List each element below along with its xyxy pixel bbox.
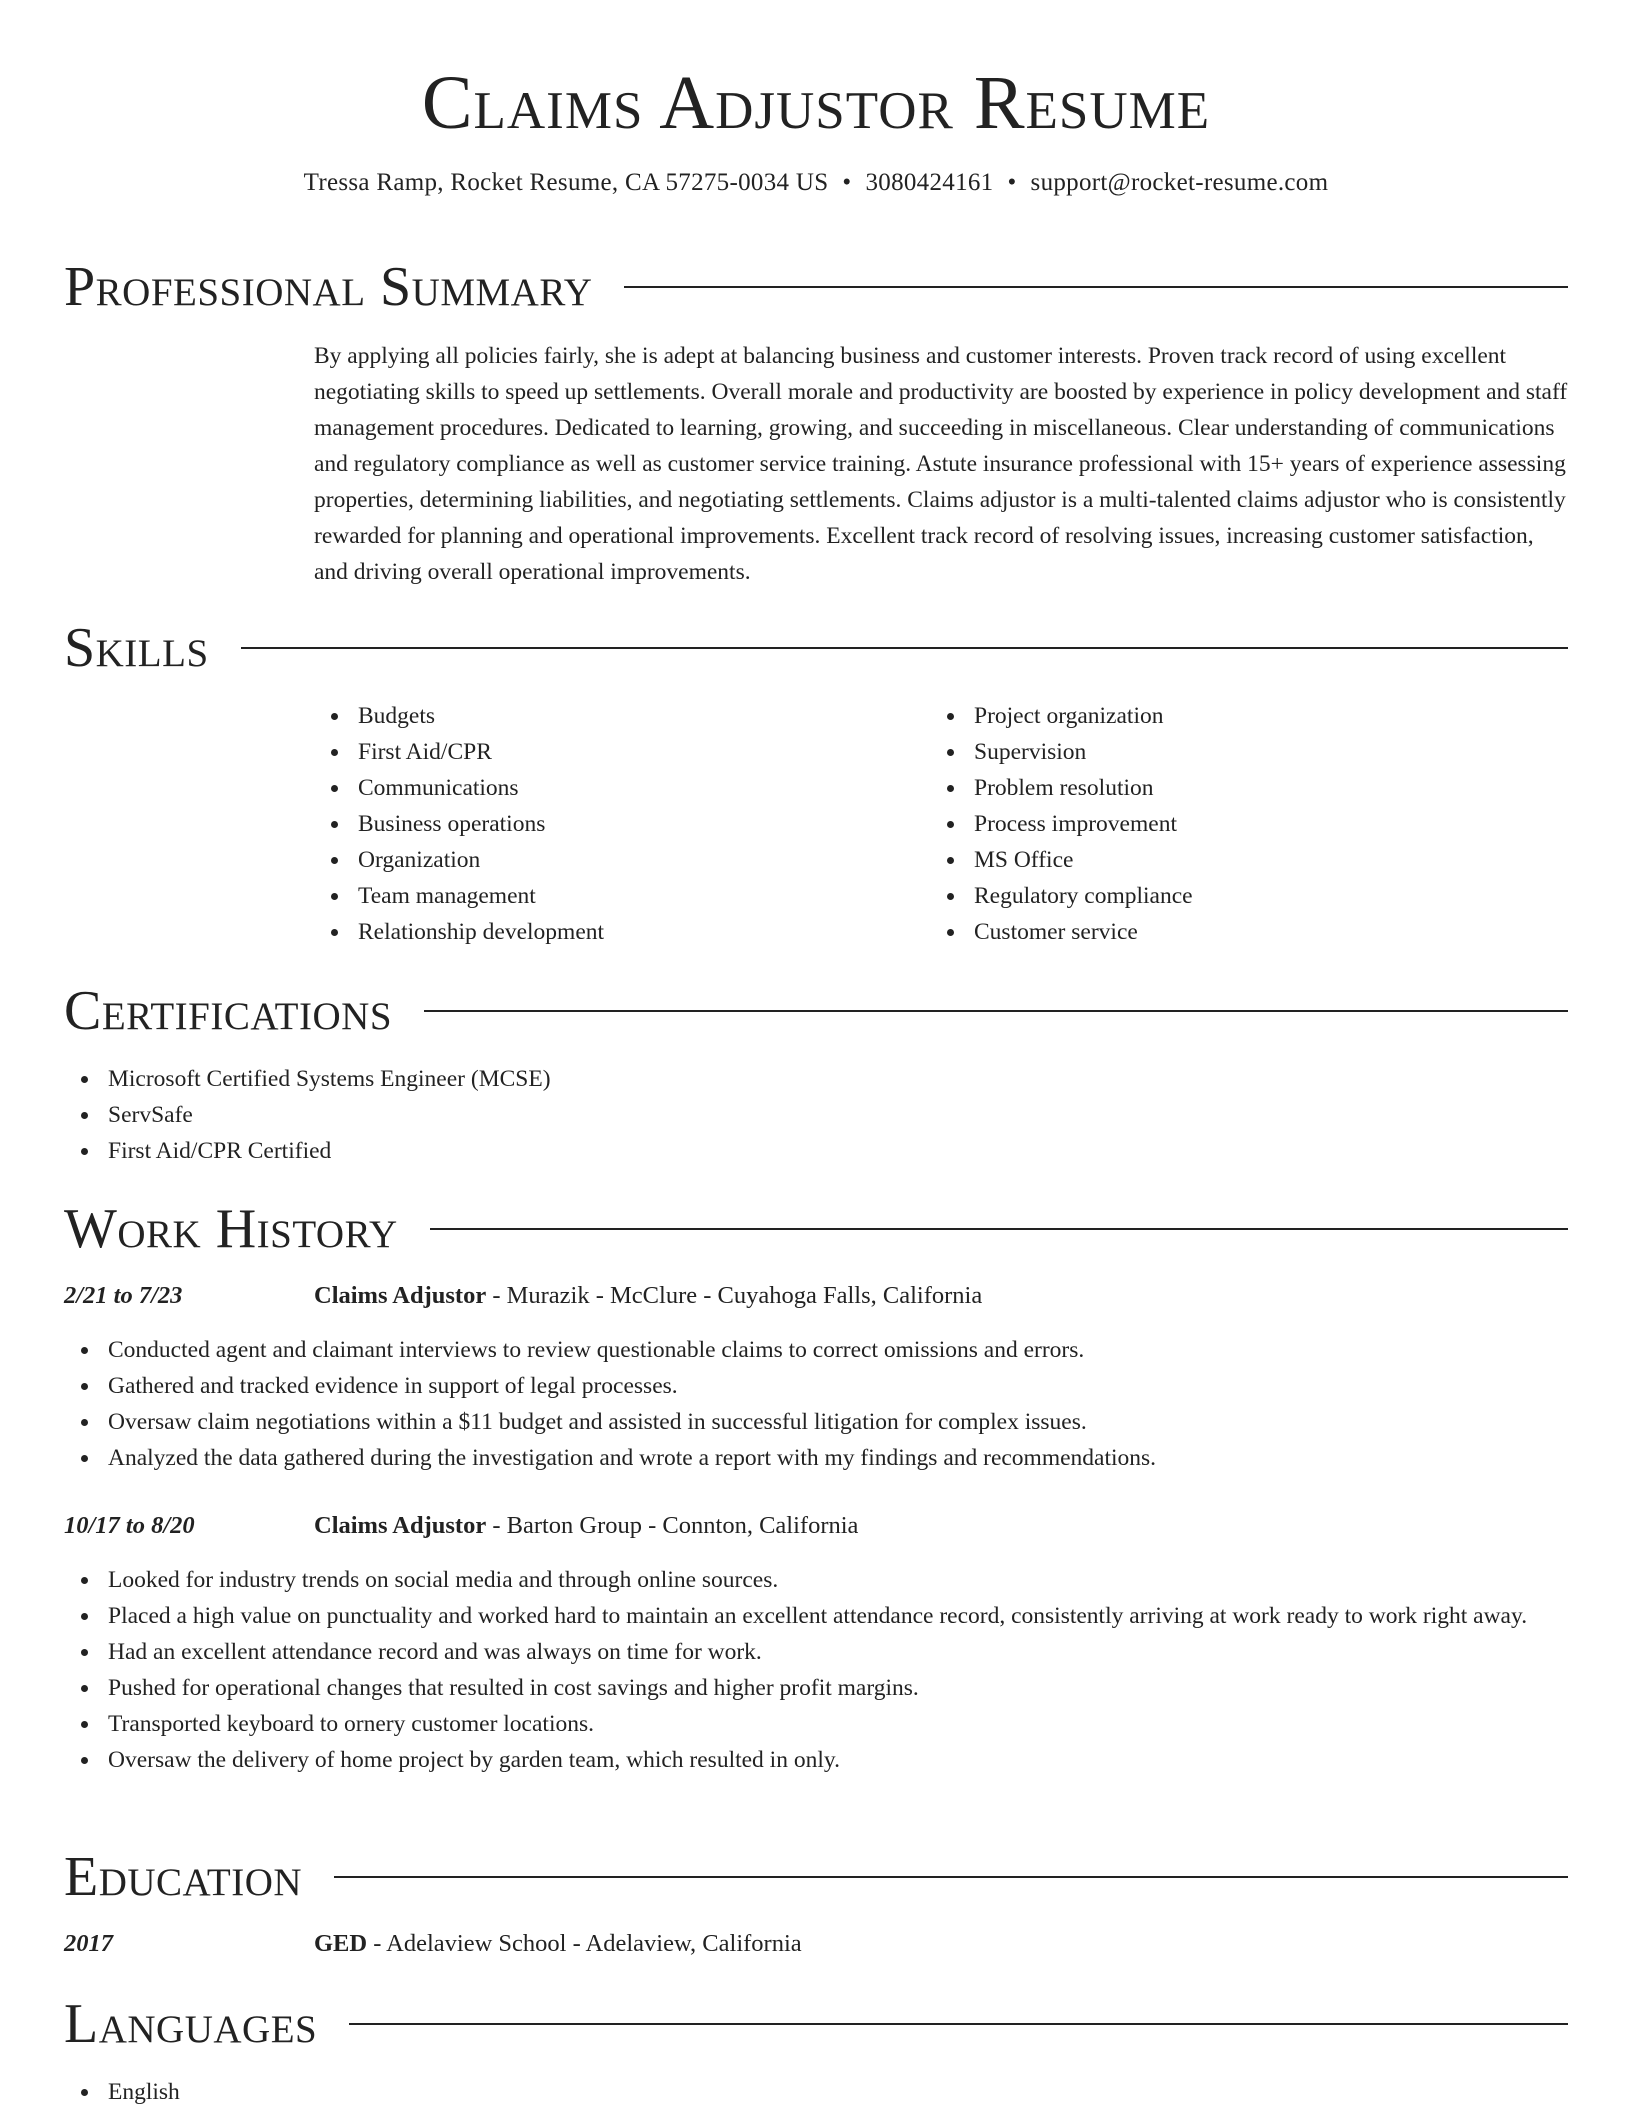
skill-item: Process improvement — [930, 806, 1546, 842]
education-entry — [64, 1926, 1568, 1962]
contact-line — [64, 168, 1568, 198]
section-title-certifications: Certifications — [64, 980, 393, 1042]
job-duty-item: Conducted agent and claimant interviews to review questionable claims to correct omissions and errors. — [64, 1332, 1568, 1368]
skills-list-left — [314, 698, 930, 950]
job-employer: - Barton Group - Connton, California — [486, 1512, 859, 1539]
skill-item: Problem resolution — [930, 770, 1546, 806]
resume-page — [64, 0, 1568, 2105]
job-duty-item: Had an excellent attendance record and was always on time for work. — [64, 1634, 1568, 1670]
section-divider — [241, 647, 1568, 649]
job-entry-header — [64, 1278, 1568, 1314]
section-divider — [334, 1876, 1568, 1878]
education-title-line — [314, 1926, 802, 1962]
certification-item: First Aid/CPR Certified — [64, 1133, 1568, 1169]
section-title-skills: Skills — [64, 617, 209, 679]
section-header-languages — [64, 1994, 1568, 2054]
section-header-summary — [64, 257, 1568, 317]
job-role: Claims Adjustor — [314, 1512, 487, 1539]
job-employer: - Murazik - McClure - Cuyahoga Falls, California — [486, 1282, 983, 1309]
certification-item: ServSafe — [64, 1097, 1568, 1133]
job-duty-item: Analyzed the data gathered during the investigation and wrote a report with my findings and recommendations. — [64, 1440, 1568, 1476]
job-title-line — [314, 1278, 982, 1314]
job-duties-list — [64, 1562, 1568, 1778]
section-title-languages: Languages — [64, 1993, 318, 2055]
section-title-education: Education — [64, 1846, 303, 1908]
job-duty-item: Transported keyboard to ornery customer locations. — [64, 1706, 1568, 1742]
section-header-work-history — [64, 1199, 1568, 1259]
skills-block — [64, 698, 1568, 950]
section-title-work-history: Work History — [64, 1198, 398, 1260]
education-degree: GED — [314, 1930, 368, 1957]
job-duty-item: Pushed for operational changes that resulted in cost savings and higher profit margins. — [64, 1670, 1568, 1706]
section-title-summary: Professional Summary — [64, 256, 593, 318]
contact-separator: • — [842, 169, 852, 196]
skill-item: Project organization — [930, 698, 1546, 734]
section-divider — [349, 2023, 1568, 2025]
languages-list — [64, 2074, 1568, 2110]
skill-item: MS Office — [930, 842, 1546, 878]
summary-text: By applying all policies fairly, she is adept at balancing business and customer interests. Proven track record of using excellent negotiating skills to speed up settlements. Overall morale and productivity are boosted by experience in policy development and staff management procedures. Dedicated to learning, growing, and succeeding in miscellaneous. Clear understanding of communications and regulatory compliance as well as customer service training. Astute insurance professional with 15+ years of experience assessing properties, determining liabilities, and negotiating settlements. Claims adjustor is a multi-talented claims adjustor who is consistently rewarded for planning and operational improvements. Excellent track record of resolving issues, increasing customer satisfaction, and driving overall operational improvements. — [314, 343, 1568, 585]
job-dates: 2/21 to 7/23 — [64, 1282, 183, 1309]
job-duty-item: Oversaw the delivery of home project by garden team, which resulted in only. — [64, 1742, 1568, 1778]
job-duties-list — [64, 1332, 1568, 1476]
skills-grid — [314, 698, 1568, 950]
skill-item: Supervision — [930, 734, 1546, 770]
skill-item: Customer service — [930, 914, 1546, 950]
language-item: English — [64, 2074, 1568, 2110]
education-school: - Adelaview School - Adelaview, California — [367, 1930, 802, 1957]
contact-separator: • — [1007, 169, 1017, 196]
skill-item: Relationship development — [314, 914, 930, 950]
skill-item: First Aid/CPR — [314, 734, 930, 770]
contact-address: Tressa Ramp, Rocket Resume, CA 57275-0034 US — [303, 169, 829, 196]
contact-email: support@rocket-resume.com — [1030, 169, 1329, 196]
skills-list-right — [930, 698, 1546, 950]
section-divider — [424, 1010, 1568, 1012]
section-header-education — [64, 1847, 1568, 1907]
education-year: 2017 — [64, 1930, 113, 1957]
job-duties-block — [64, 1562, 1568, 1778]
section-header-skills — [64, 618, 1568, 678]
skill-item: Team management — [314, 878, 930, 914]
job-duty-item: Oversaw claim negotiations within a $11 budget and assisted in successful litigation for complex issues. — [64, 1404, 1568, 1440]
certifications-list — [64, 1061, 1568, 1169]
skill-item: Business operations — [314, 806, 930, 842]
job-dates: 10/17 to 8/20 — [64, 1512, 195, 1539]
certifications-block — [64, 1061, 1568, 1169]
job-duty-item: Placed a high value on punctuality and worked hard to maintain an excellent attendance record, consistently arriving at work ready to work right away. — [64, 1598, 1568, 1634]
section-divider — [430, 1228, 1568, 1230]
section-divider — [624, 286, 1568, 288]
section-header-certifications — [64, 981, 1568, 1041]
skill-item: Communications — [314, 770, 930, 806]
summary-block — [64, 338, 1568, 590]
resume-title: Claims Adjustor Resume — [421, 61, 1211, 145]
job-entry-header — [64, 1508, 1568, 1544]
job-title-line — [314, 1508, 858, 1544]
job-duties-block — [64, 1332, 1568, 1476]
skill-item: Budgets — [314, 698, 930, 734]
job-duty-item: Gathered and tracked evidence in support of legal processes. — [64, 1368, 1568, 1404]
skill-item: Regulatory compliance — [930, 878, 1546, 914]
languages-block — [64, 2074, 1568, 2110]
certification-item: Microsoft Certified Systems Engineer (MCSE) — [64, 1061, 1568, 1097]
skill-item: Organization — [314, 842, 930, 878]
job-duty-item: Looked for industry trends on social media and through online sources. — [64, 1562, 1568, 1598]
job-role: Claims Adjustor — [314, 1282, 487, 1309]
contact-phone: 3080424161 — [865, 169, 994, 196]
